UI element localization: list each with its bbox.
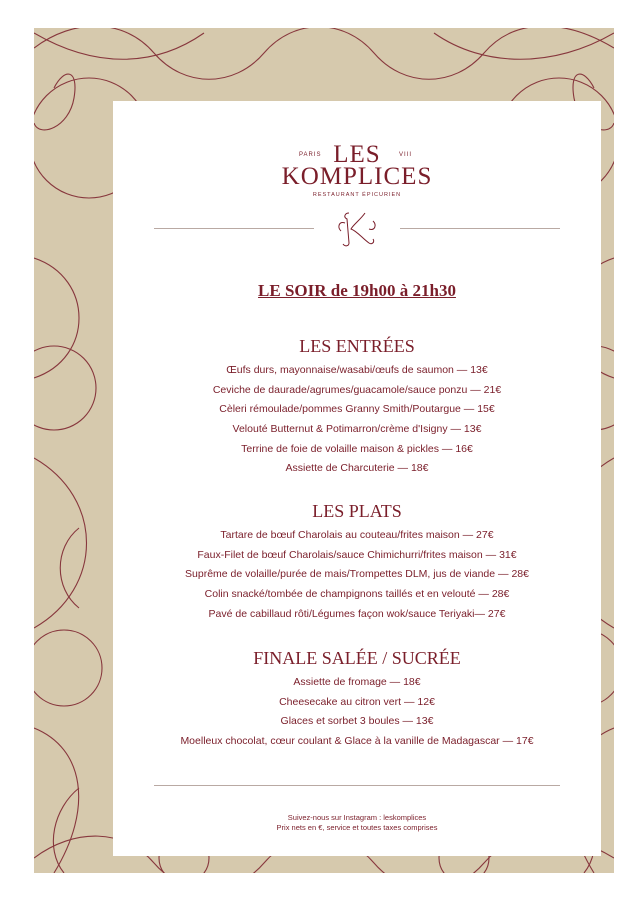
menu-item: Velouté Butternut & Potimarron/crème d'Isigny — 13€ (232, 423, 482, 436)
logo-brand-line1: LES (333, 141, 381, 168)
header-divider-right (400, 228, 560, 229)
section-title-entrees: LES ENTRÉES (299, 336, 415, 356)
menu-item: Ceviche de daurade/agrumes/guacamole/sauce ponzu — 21€ (212, 383, 502, 396)
entrees-list (113, 361, 601, 479)
logo-city: PARIS (299, 152, 322, 158)
menu-item: Moelleux chocolat, cœur coulant & Glace à la vanille de Madagascar — 17€ (180, 735, 534, 748)
decorative-frame (34, 28, 614, 873)
logo-brand-line2: KOMPLICES (281, 163, 433, 190)
menu-item: Cheesecake au citron vert — 12€ (279, 695, 435, 708)
k-monogram-icon (335, 209, 379, 249)
instagram-note: Suivez-nous sur Instagram : leskomplices (287, 813, 427, 822)
section-title-plats: LES PLATS (312, 501, 402, 521)
menu-item: Assiette de Charcuterie — 18€ (285, 462, 429, 475)
plats-list (113, 526, 601, 624)
menu-item: Colin snacké/tombée de champignons taillés et en velouté — 28€ (204, 588, 510, 601)
finale-list (113, 673, 601, 752)
menu-item: Tartare de bœuf Charolais au couteau/frites maison — 27€ (220, 529, 494, 541)
prices-note: Prix nets en €, service et toutes taxes comprises (276, 823, 438, 832)
header-divider-left (154, 228, 314, 229)
footer-divider (154, 785, 560, 786)
menu-item: Terrine de foie de volaille maison & pickles — 16€ (241, 442, 473, 455)
service-title: LE SOIR de 19h00 à 21h30 (258, 281, 456, 300)
menu-card (113, 101, 601, 856)
menu-item: Œufs durs, mayonnaise/wasabi/œufs de saumon — 13€ (226, 364, 488, 376)
menu-item: Assiette de fromage — 18€ (293, 676, 421, 688)
menu-item: Pavé de cabillaud rôti/Légumes façon wok/sauce Teriyaki— 27€ (208, 607, 506, 620)
logo-tagline: RESTAURANT ÉPICURIEN (312, 192, 402, 198)
logo-arrondissement: VIII (399, 152, 413, 158)
menu-item: Faux-Filet de bœuf Charolais/sauce Chimichurri/frites maison — 31€ (197, 548, 517, 561)
menu-item: Glaces et sorbet 3 boules — 13€ (280, 715, 434, 728)
section-title-finale: FINALE SALÉE / SUCRÉE (253, 648, 461, 668)
menu-item: Cèleri rémoulade/pommes Granny Smith/Poutargue — 15€ (219, 403, 495, 416)
menu-item: Suprême de volaille/purée de mais/Trompettes DLM, jus de viande — 28€ (185, 568, 529, 581)
